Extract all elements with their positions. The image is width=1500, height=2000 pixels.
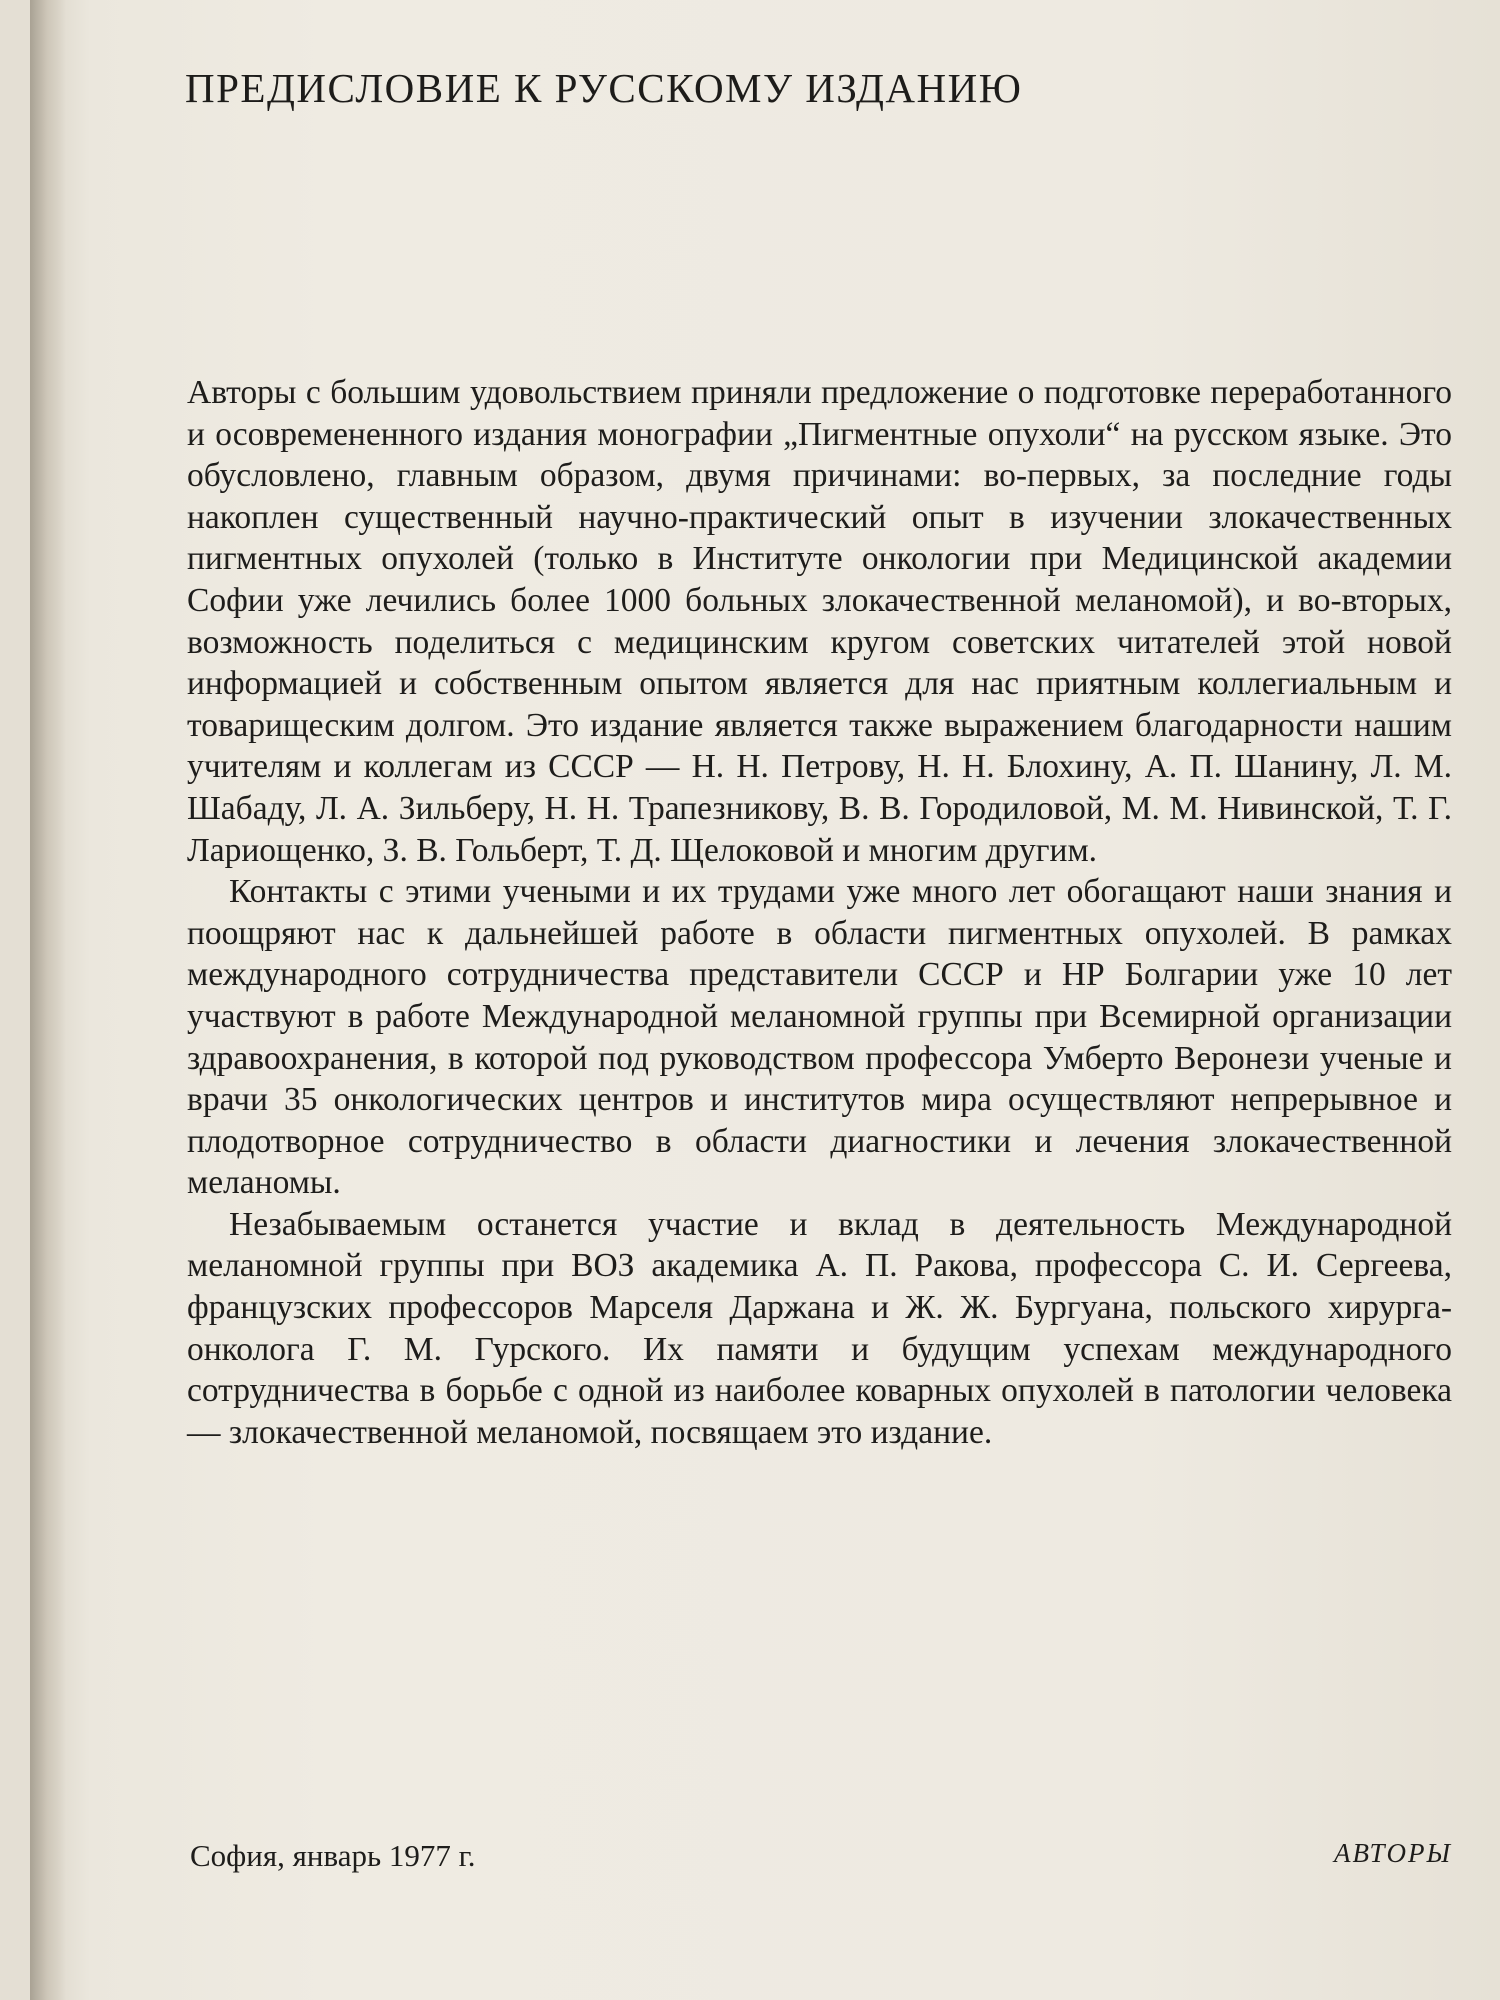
paragraph-3: Незабываемым останется участие и вклад в деятельность Международной меланомной группы при ВОЗ академика А. П. Ракова, профессора С. И. Сергеева, французских профессоров Марселя Даржана и Ж. Ж. Бургуана, польского хирурга-онколога Г. М. Гурского. Их памяти и будущим успехам международного сотрудничества в борьбе с одной из наиболее коварных опухолей в патологии человека — злокачественной меланомой, посвящаем это издание. xyxy=(187,1205,1452,1451)
preface-footer xyxy=(190,1838,1452,1888)
paragraph-2: Контакты с этими учеными и их трудами уже много лет обогащают наши знания и поощряют нас к дальнейшей работе в области пигментных опухолей. В рамках международного сотрудничества представители СССР и НР Болгарии уже 10 лет участвуют в работе Международной меланомной группы при Всемирной организации здравоохранения, в которой под руководством профессора Умберто Веронези ученые и врачи 35 онкологических центров и институтов мира осуществляют непрерывное и плодотворное сотрудничество в области диагностики и лечения злокачественной меланомы. xyxy=(187,873,1452,1202)
signature: АВТОРЫ xyxy=(1334,1838,1452,1868)
page-spine-shadow xyxy=(30,0,66,2000)
paragraph-1: Авторы с большим удовольствием приняли предложение о подготовке переработанного и осовремененного издания монографии „Пигментные опухоли“ на русском языке. Это обусловлено, главным образом, двумя причинами: во-первых, за последние годы накоплен существенный научно-практический опыт в изучении злокачественных пигментных опухолей (только в Институте онкологии при Медицинской академии Софии уже лечились более 1000 больных злокачественной меланомой), и во-вторых, возможность поделиться с медицинским кругом советских читателей этой новой информацией и собственным опытом является для нас приятным коллегиальным и товарищеским долгом. Это издание является также выражением благодарности нашим учителям и коллегам из СССР — Н. Н. Петрову, Н. Н. Блохину, А. П. Шанину, Л. М. Шабаду, Л. А. Зильберу, Н. Н. Трапезникову, В. В. Городиловой, М. М. Нивинской, Т. Г. Лариощенко, З. В. Гольберт, Т. Д. Щелоковой и многим другим. xyxy=(187,374,1452,869)
preface-body xyxy=(187,372,1452,1453)
page-title: ПРЕДИСЛОВИЕ К РУССКОМУ ИЗДАНИЮ xyxy=(185,65,1023,111)
place-date: София, январь 1977 г. xyxy=(190,1838,476,1873)
book-page xyxy=(30,0,1500,2000)
